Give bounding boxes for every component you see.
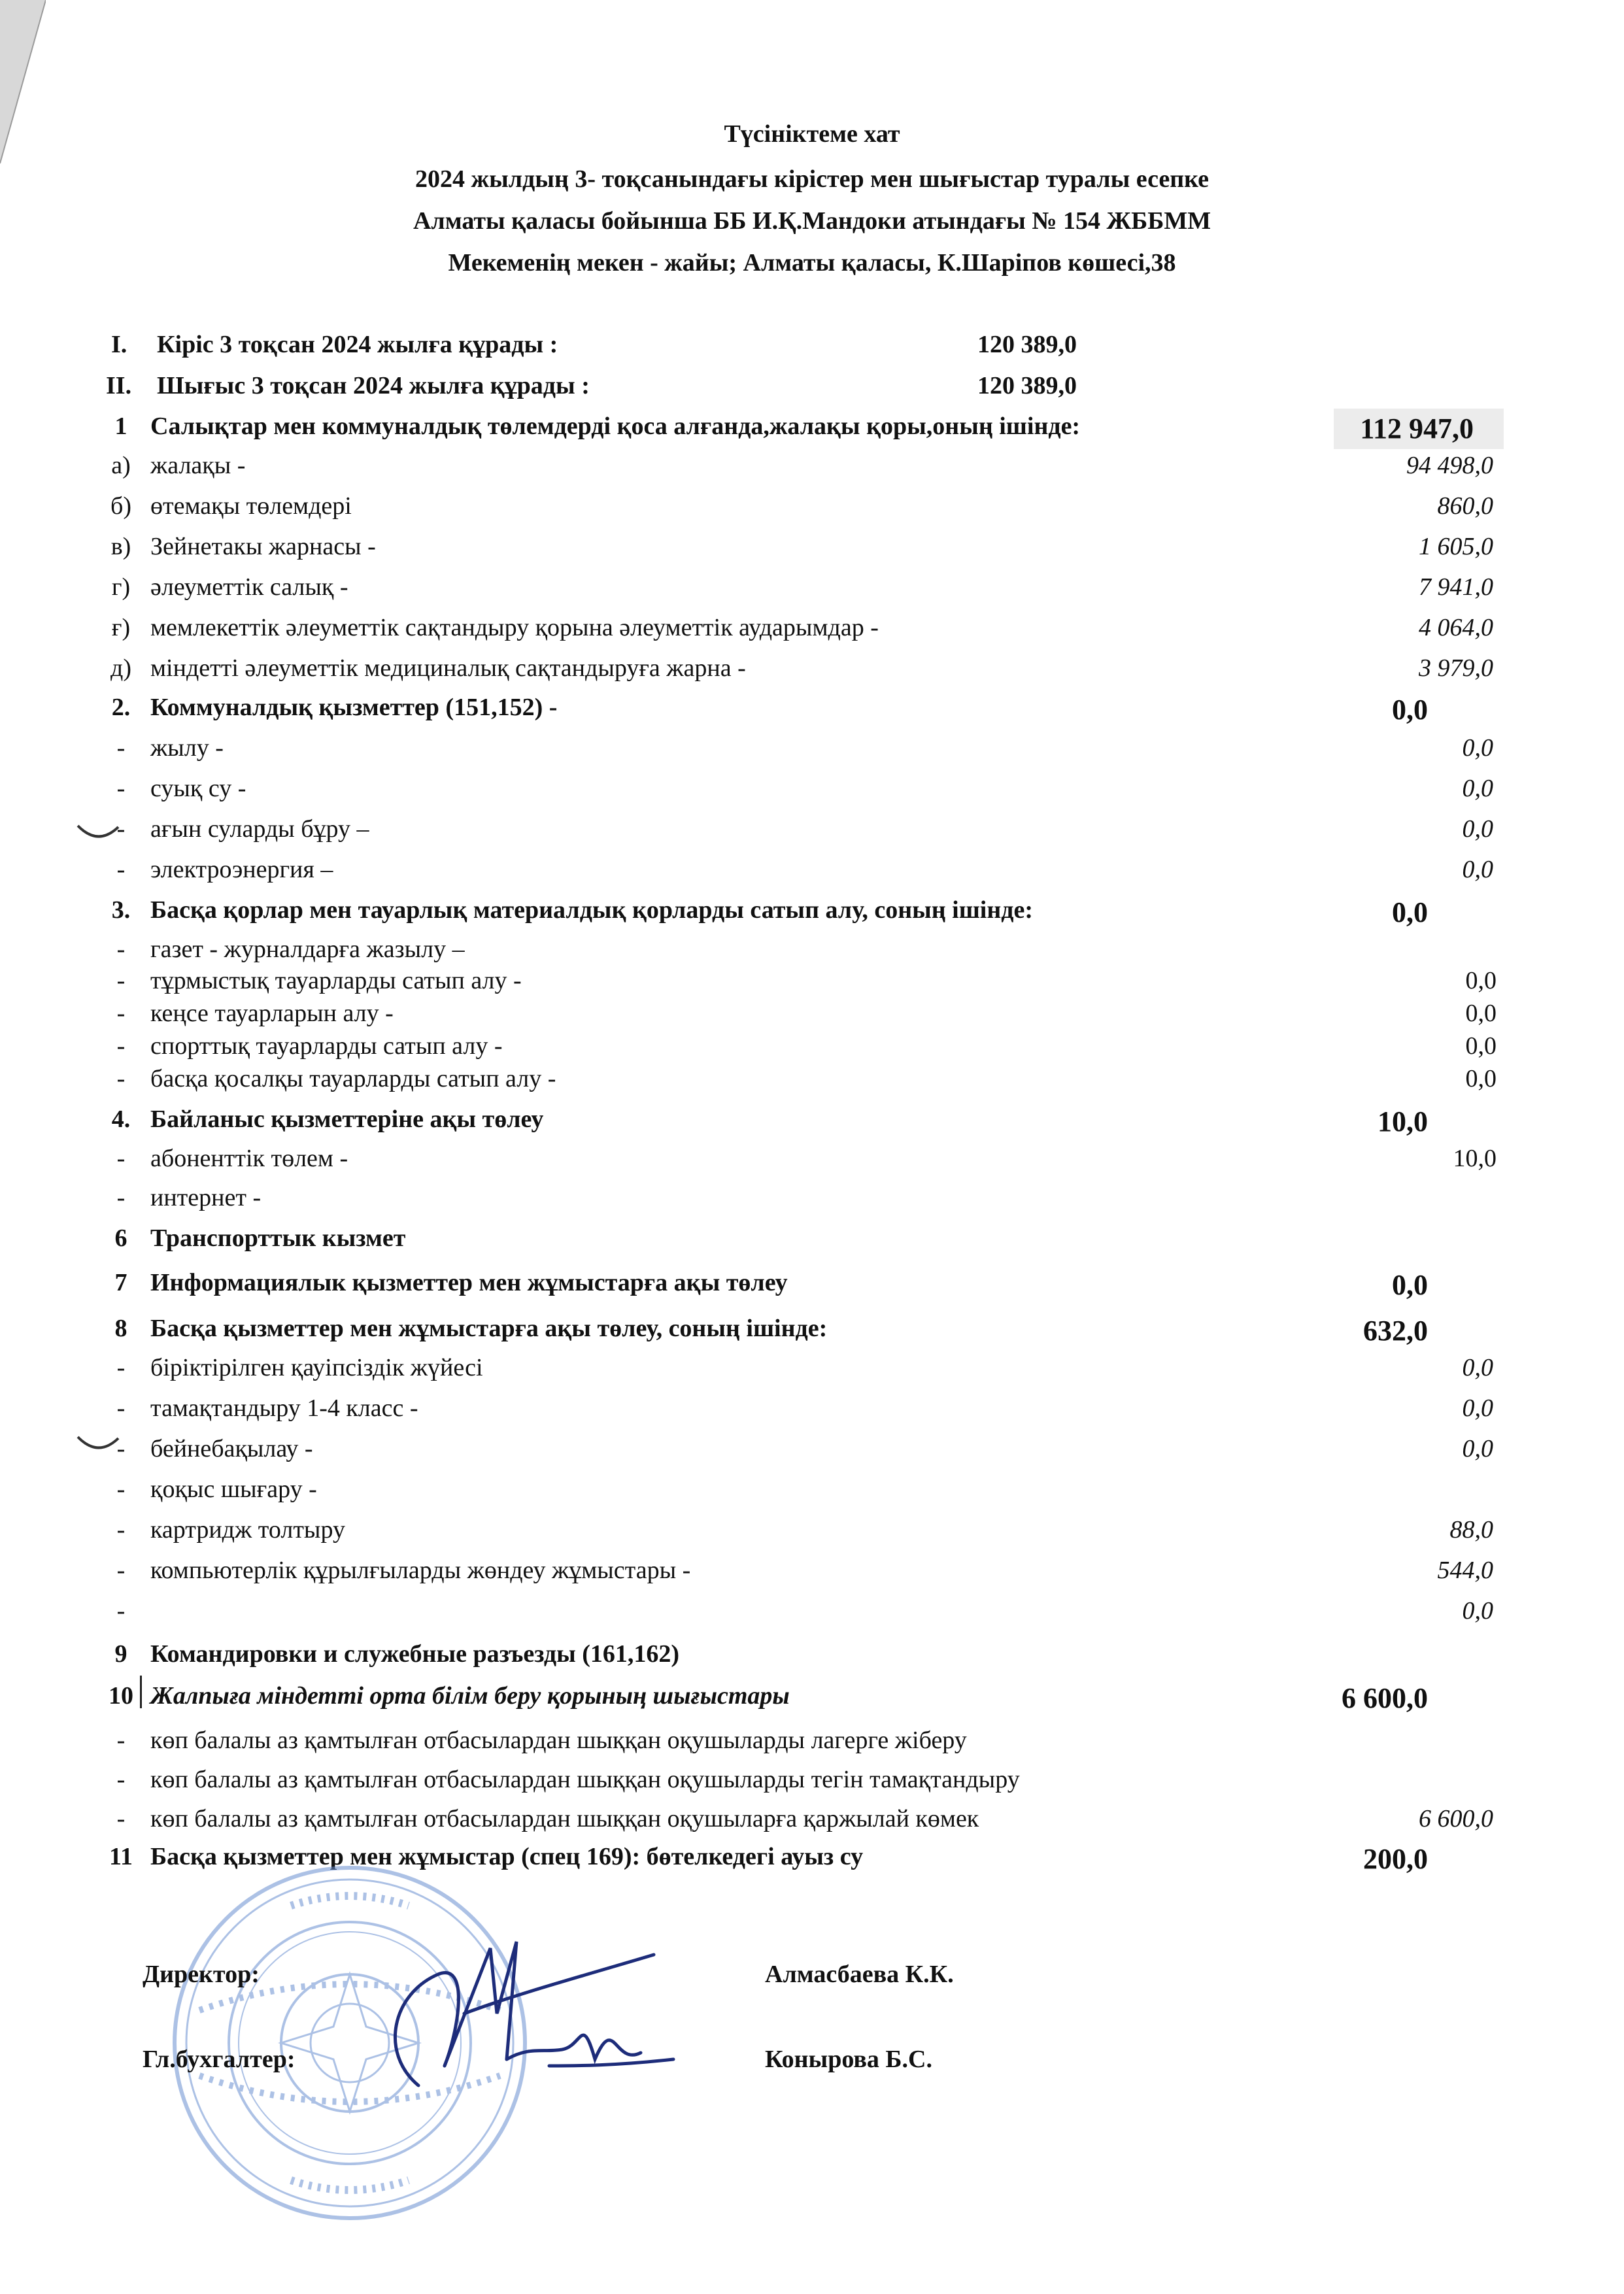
row-label: абоненттік төлем - — [150, 1145, 348, 1172]
row-number: 2. — [111, 694, 131, 721]
summary-income-value: 120 389,0 — [977, 331, 1077, 358]
summary-expense-num: II. — [106, 372, 132, 399]
row-number: - — [116, 1184, 126, 1211]
row-label: Коммуналдық қызметтер (151,152) - — [150, 694, 558, 721]
table-row — [0, 774, 1624, 813]
row-number: а) — [111, 452, 131, 479]
director-name: Алмасбаева К.К. — [765, 1961, 954, 1988]
row-number: - — [116, 734, 126, 762]
row-label: картридж толтыру — [150, 1516, 345, 1543]
row-number: - — [116, 1435, 126, 1462]
table-row — [0, 693, 1624, 732]
row-label: кеңсе тауарларын алу - — [150, 1000, 394, 1027]
row-number: - — [116, 1516, 126, 1543]
row-label: электроэнергия – — [150, 856, 333, 883]
table-row — [0, 412, 1624, 451]
table-row — [0, 815, 1624, 854]
accountant-label: Гл.бухгалтер: — [143, 2046, 296, 2073]
organization-address: Мекеменің мекен - жайы; Алматы қаласы, К.Шаріпов көшесі,38 — [448, 249, 1176, 277]
row-number: в) — [110, 533, 131, 560]
table-row — [0, 1268, 1624, 1307]
row-amount: 200,0 — [1363, 1843, 1428, 1875]
organization-name: Алматы қаласы бойынша ББ И.Қ.Мандоки атындағы № 154 ЖББММ — [413, 207, 1211, 235]
row-amount: 0,0 — [1465, 1032, 1497, 1060]
director-label: Директор: — [143, 1961, 260, 1988]
row-number: д) — [110, 654, 131, 682]
row-number: - — [116, 1476, 126, 1503]
row-label: газет - журналдарға жазылу – — [150, 936, 465, 963]
table-row — [0, 1515, 1624, 1555]
row-label: Басқа қорлар мен тауарлық материалдық қорларды сатып алу, соның ішінде: — [150, 896, 1033, 924]
row-label: біріктірілген қауіпсіздік жүйесі — [150, 1354, 483, 1381]
row-amount: 632,0 — [1363, 1315, 1428, 1347]
row-label: көп балалы аз қамтылған отбасылардан шыққан оқушыларға қаржылай көмек — [150, 1805, 979, 1832]
table-row — [0, 734, 1624, 773]
row-label: қоқыс шығару - — [150, 1476, 317, 1503]
table-row — [0, 1556, 1624, 1595]
row-amount: 0,0 — [1465, 1000, 1497, 1027]
table-row — [0, 1183, 1624, 1223]
row-number: 10 — [109, 1682, 133, 1710]
table-row — [0, 1394, 1624, 1433]
row-amount: 7 941,0 — [1419, 573, 1493, 601]
row-label: мемлекеттік әлеуметтік сақтандыру қорына әлеуметтік аударымдар - — [150, 614, 879, 641]
row-label: суық су - — [150, 775, 246, 802]
row-label: міндетті әлеуметтік медициналық сақтандыруға жарна - — [150, 654, 746, 682]
row-label: Жалпыға міндетті орта білім беру қорының шығыстары — [150, 1682, 790, 1710]
row-label: тамақтандыру 1-4 класс - — [150, 1394, 418, 1422]
row-number: - — [116, 1394, 126, 1422]
row-label: жалақы - — [150, 452, 246, 479]
row-amount: 0,0 — [1462, 856, 1493, 883]
row-number: 3. — [111, 896, 131, 924]
accountant-name: Конырова Б.С. — [765, 2046, 932, 2073]
table-row — [0, 855, 1624, 894]
row-label: Командировки и служебные разъезды (161,162) — [150, 1640, 680, 1668]
row-number: г) — [111, 573, 131, 601]
row-amount: 10,0 — [1453, 1145, 1497, 1172]
row-number: - — [116, 1065, 126, 1092]
row-number: 11 — [109, 1843, 133, 1870]
report-subtitle: 2024 жылдың 3- тоқсанындағы кірістер мен шығыстар туралы есепке — [415, 165, 1209, 193]
row-amount: 0,0 — [1462, 1435, 1493, 1462]
row-label: Информациялык қызметтер мен жұмыстарға ақы төлеу — [150, 1269, 788, 1296]
row-label: компьютерлік құрылғыларды жөндеу жұмыстары - — [150, 1557, 691, 1584]
row-amount: 112 947,0 — [1360, 413, 1474, 445]
table-row — [0, 1144, 1624, 1183]
row-amount: 10,0 — [1378, 1105, 1428, 1138]
table-row — [0, 1353, 1624, 1392]
summary-income-label: Кіріс 3 тоқсан 2024 жылға құрады : — [157, 331, 558, 358]
row-label: Транспорттык кызмет — [150, 1224, 406, 1252]
row-number: - — [116, 1000, 126, 1027]
row-label: әлеуметтік салық - — [150, 573, 348, 601]
row-number: 4. — [111, 1105, 131, 1133]
table-row — [0, 1681, 1624, 1721]
row-number: - — [116, 936, 126, 963]
table-row — [0, 573, 1624, 612]
row-amount: 0,0 — [1462, 1597, 1493, 1625]
row-amount: 1 605,0 — [1419, 533, 1493, 560]
row-number: - — [116, 1354, 126, 1381]
row-number: - — [116, 1597, 126, 1625]
table-row — [0, 1434, 1624, 1474]
table-row — [0, 896, 1624, 935]
row-amount: 0,0 — [1392, 896, 1428, 928]
table-row — [0, 532, 1624, 571]
row-label: басқа қосалқы тауарларды сатып алу - — [150, 1065, 556, 1092]
table-row — [0, 451, 1624, 490]
table-row — [0, 1804, 1624, 1844]
scan-hole-mark — [75, 1432, 121, 1458]
table-row — [0, 1596, 1624, 1636]
table-row — [0, 1726, 1624, 1765]
table-row — [0, 1064, 1624, 1104]
row-amount: 4 064,0 — [1419, 614, 1493, 641]
row-amount: 0,0 — [1392, 1269, 1428, 1301]
row-amount: 3 979,0 — [1419, 654, 1493, 682]
table-row — [0, 1314, 1624, 1353]
row-label: Басқа қызметтер мен жұмыстар (спец 169): бөтелкедегі ауыз су — [150, 1843, 864, 1870]
row-amount: 0,0 — [1392, 694, 1428, 726]
row-amount: 0,0 — [1465, 1065, 1497, 1092]
row-label: спорттық тауарларды сатып алу - — [150, 1032, 503, 1060]
scan-hole-mark — [75, 820, 121, 847]
row-label: Байланыс қызметтеріне ақы төлеу — [150, 1105, 544, 1133]
table-row — [0, 1475, 1624, 1514]
row-label: жылу - — [150, 734, 224, 762]
row-label: көп балалы аз қамтылған отбасылардан шыққан оқушыларды лагерге жіберу — [150, 1727, 967, 1754]
row-label: көп балалы аз қамтылған отбасылардан шыққан оқушыларды тегін тамақтандыру — [150, 1766, 1020, 1793]
row-number: - — [116, 1727, 126, 1754]
row-label: бейнебақылау - — [150, 1435, 313, 1462]
row-amount: 6 600,0 — [1342, 1682, 1428, 1714]
row-label: Басқа қызметтер мен жұмыстарға ақы төлеу, соның ішінде: — [150, 1315, 828, 1342]
row-label: Зейнетакы жарнасы - — [150, 533, 376, 560]
row-amount: 0,0 — [1462, 775, 1493, 802]
table-row — [0, 654, 1624, 693]
row-amount: 0,0 — [1462, 1354, 1493, 1381]
row-amount: 0,0 — [1465, 967, 1497, 994]
row-amount: 0,0 — [1462, 815, 1493, 843]
row-amount: 0,0 — [1462, 1394, 1493, 1422]
row-number: - — [116, 1557, 126, 1584]
row-amount: 6 600,0 — [1419, 1805, 1493, 1832]
summary-expense-label: Шығыс 3 тоқсан 2024 жылға құрады : — [157, 372, 590, 399]
row-number: 6 — [114, 1224, 127, 1252]
row-amount: 860,0 — [1437, 492, 1493, 520]
table-row — [0, 613, 1624, 652]
table-row — [0, 492, 1624, 531]
row-label: ағын суларды бұру – — [150, 815, 369, 843]
signature-mark — [366, 1935, 693, 2099]
row-number: - — [116, 856, 126, 883]
row-number: - — [116, 1032, 126, 1060]
row-label: интернет - — [150, 1184, 262, 1211]
row-number: - — [116, 1805, 126, 1832]
row-label: өтемақы төлемдері — [150, 492, 352, 520]
summary-expense-value: 120 389,0 — [977, 372, 1077, 399]
row-label: тұрмыстық тауарларды сатып алу - — [150, 967, 522, 994]
table-row — [0, 1224, 1624, 1263]
table-row — [0, 1640, 1624, 1679]
row-number: 9 — [114, 1640, 127, 1668]
row-number: - — [116, 1766, 126, 1793]
row-label: Салықтар мен коммуналдық төлемдерді қоса алғанда,жалақы қоры,оның ішінде: — [150, 413, 1081, 440]
row-number: 1 — [114, 413, 127, 440]
row-number: - — [116, 775, 126, 802]
row-number: - — [116, 967, 126, 994]
table-row — [0, 1765, 1624, 1804]
row-amount: 544,0 — [1437, 1557, 1493, 1584]
row-amount: 94 498,0 — [1406, 452, 1493, 479]
row-number: ғ) — [111, 614, 131, 641]
document-title: Түсініктеме хат — [724, 120, 900, 148]
row-number: - — [116, 1145, 126, 1172]
summary-income-num: I. — [111, 331, 127, 358]
row-number: б) — [110, 492, 131, 520]
row-amount: 88,0 — [1449, 1516, 1493, 1543]
row-number: - — [116, 815, 126, 843]
row-number: 7 — [114, 1269, 127, 1296]
row-number: 8 — [114, 1315, 127, 1342]
table-row — [0, 1105, 1624, 1144]
row-amount: 0,0 — [1462, 734, 1493, 762]
